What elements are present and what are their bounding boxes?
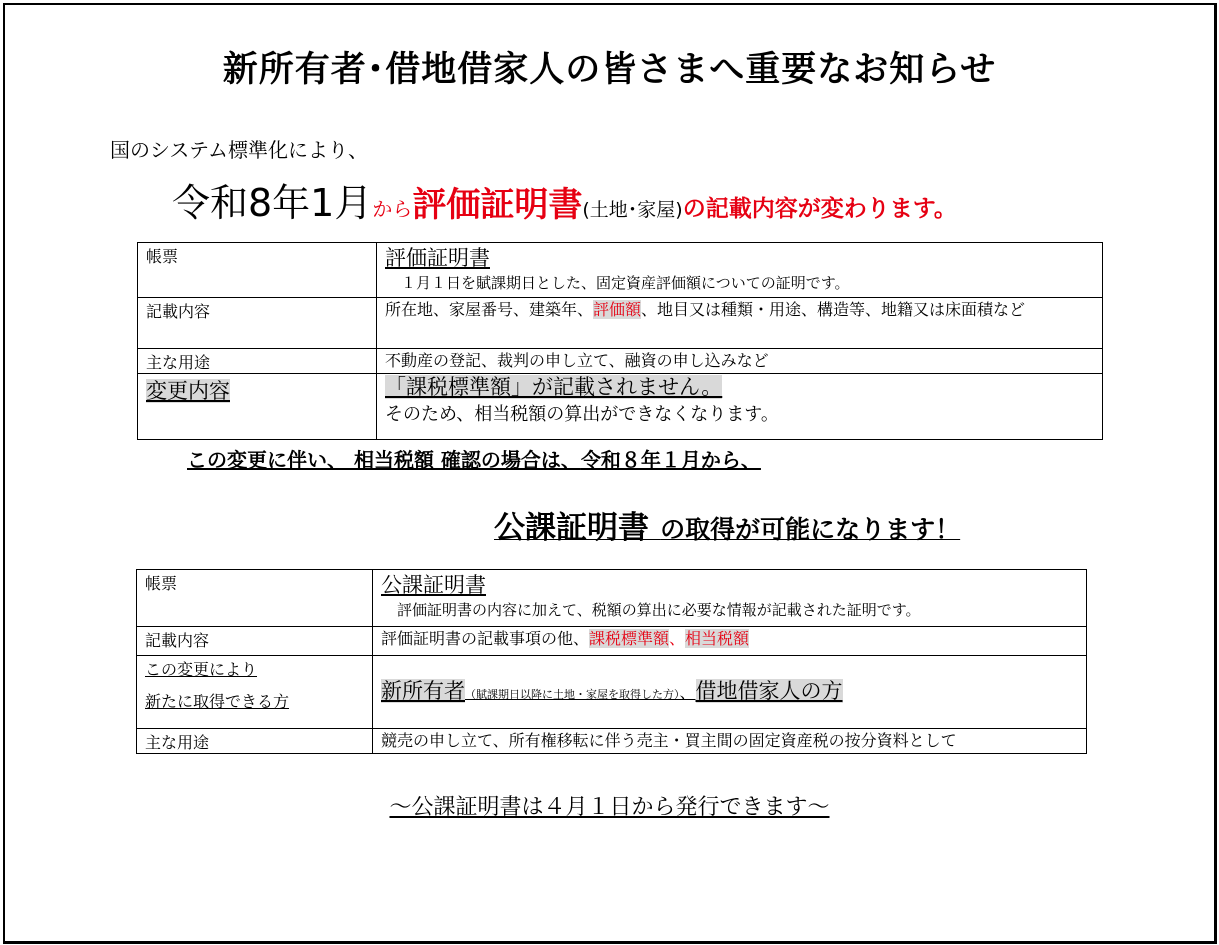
row-content (373, 627, 1087, 656)
highlight-evaluation: 評価額 (593, 300, 642, 319)
headline-date: 令和8年1月 (172, 181, 373, 225)
row-content (373, 656, 1087, 729)
page-title: 新所有者･借地借家人の皆さまへ重要なお知らせ (222, 50, 997, 90)
row-label (138, 374, 377, 440)
row-content (377, 298, 1103, 349)
cert-description: 評価証明書の内容に加えて、税額の算出に必要な情報が記載された証明です。 (397, 601, 921, 619)
row-label: 主な用途 (137, 729, 373, 754)
highlight-tax-amount: 相当税額 (685, 629, 750, 648)
notice-date: 令和８年１月から、 (580, 448, 761, 472)
owner-paren: （賦課期日以降に土地・家屋を取得した方） (465, 687, 680, 701)
headline-paren: (土地･家屋) (582, 199, 683, 221)
footer-text: ～公課証明書は４月１日から発行できます～ (389, 795, 830, 820)
separator: 、 (669, 629, 686, 648)
separator: 、 (679, 682, 696, 702)
headline (172, 172, 957, 227)
content-text: 、地目又は種類・用途、構造等、地籍又は床面積など (641, 300, 1026, 319)
cert-title: 公課証明書 (381, 573, 486, 597)
content-text: 評価証明書の記載事項の他、 (381, 629, 590, 648)
tenant: 借地借家人の方 (695, 678, 843, 703)
notice-text: この変更に伴い、 相当税額 確認の場合は、 (187, 448, 581, 472)
row-content: 競売の申し立て、所有権移転に伴う売主・買主間の固定資産税の按分資料として (373, 729, 1087, 754)
content-text: 所在地、家屋番号、建築年、 (385, 300, 594, 319)
change-main: 「課税標準額」が記載されません。 (385, 375, 723, 399)
highlight-tax-base: 課税標準額 (589, 629, 670, 648)
row-content (373, 570, 1087, 627)
row-label: 主な用途 (138, 349, 377, 374)
table-row (138, 298, 1103, 349)
cert-title: 評価証明書 (385, 246, 490, 270)
cert-description: １月１日を賦課期日とした、固定資産評価額についての証明です。 (401, 274, 850, 292)
table-row (137, 627, 1087, 656)
table-row (137, 570, 1087, 627)
headline-cert: 評価証明書 (412, 185, 583, 225)
table-row (138, 349, 1103, 374)
evaluation-cert-table (137, 242, 1103, 440)
row-label: 記載内容 (137, 627, 373, 656)
row-label (137, 656, 373, 729)
notice-cert: 公課証明書 (494, 510, 649, 546)
intro-text: 国のシステム標準化により、 (110, 138, 368, 162)
table-row (138, 243, 1103, 298)
notice-line (187, 444, 761, 473)
notice-available (494, 502, 960, 547)
row-label: 帳票 (138, 243, 377, 298)
label-line1: この変更により (145, 660, 258, 679)
row-content: 不動産の登記、裁判の申し立て、融資の申し込みなど (377, 349, 1103, 374)
table-row (138, 374, 1103, 440)
row-content (377, 374, 1103, 440)
row-label: 記載内容 (138, 298, 377, 349)
tax-cert-table (136, 569, 1087, 754)
row-content (377, 243, 1103, 298)
change-sub: そのため、相当税額の算出ができなくなります。 (385, 404, 779, 425)
table-row (137, 656, 1087, 729)
headline-change: の記載内容が変わります。 (682, 196, 957, 222)
row-label: 帳票 (137, 570, 373, 627)
headline-from: から (372, 197, 413, 221)
new-owner: 新所有者 (381, 678, 465, 703)
label-line2: 新たに取得できる方 (145, 692, 290, 711)
footer-note (0, 790, 1219, 821)
notice-rest: の取得が可能になります！ (660, 515, 961, 544)
change-label: 変更内容 (146, 379, 230, 403)
table-row (137, 729, 1087, 754)
